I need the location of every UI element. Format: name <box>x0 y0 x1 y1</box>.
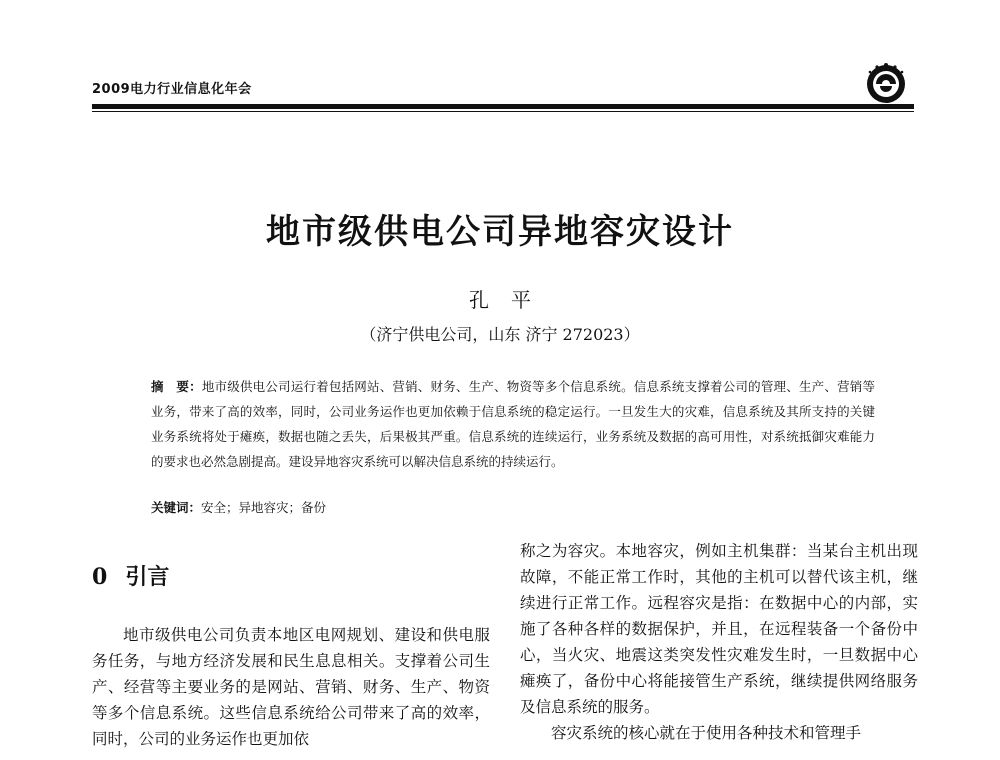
paper-title: 地市级供电公司异地容灾设计 <box>266 212 734 252</box>
conference-logo-icon <box>862 58 910 106</box>
section-number: 0 <box>92 564 108 590</box>
body-paragraph: 容灾系统的核心就在于使用各种技术和管理手 <box>551 724 862 742</box>
body-column-right <box>520 538 918 746</box>
body-paragraph: 地市级供电公司负责本地区电网规划、建设和供电服务任务，与地方经济发展和民生息息相关。支撑着公司生产、经营等主要业务的是网站、营销、财务、生产、物资等多个信息系统。这些信息系统给公司带来了高的效率，同时，公司的业务运作也更加依 <box>92 626 490 748</box>
author-name: 孔平 <box>469 288 553 312</box>
body-paragraph-continued: 称之为容灾。本地容灾，例如主机集群：当某台主机出现故障，不能正常工作时，其他的主机可以替代该主机，继续进行正常工作。远程容灾是指：在数据中心的内部，实施了各种各样的数据保护，并且，在远程装备一个备份中心，当火灾、地震这类突发性灾难发生时，一旦数据中心瘫痪了，备份中心将能接管生产系统，继续提供网络服务及信息系统的服务。 <box>520 542 918 716</box>
keywords-text: 安全；异地容灾；备份 <box>201 500 327 515</box>
abstract <box>151 374 875 474</box>
conference-header: 2009电力行业信息化年会 <box>92 82 252 97</box>
author-affiliation: （济宁供电公司，山东 济宁 272023） <box>360 325 640 344</box>
abstract-label: 摘 要： <box>151 379 202 394</box>
header-rule-thin <box>92 111 914 112</box>
keywords <box>151 498 875 518</box>
section-title: 引言 <box>125 564 170 590</box>
section-heading <box>92 560 169 591</box>
abstract-text: 地市级供电公司运行着包括网站、营销、财务、生产、物资等多个信息系统。信息系统支撑着公司的管理、生产、营销等业务，带来了高的效率，同时，公司业务运作也更加依赖于信息系统的稳定运行。一旦发生大的灾难，信息系统及其所支持的关键业务系统将处于瘫痪，数据也随之丢失，后果极其严重。信息系统的连续运行，业务系统及数据的高可用性，对系统抵御灾难能力的要求也必然急剧提高。建设异地容灾系统可以解决信息系统的持续运行。 <box>151 379 875 469</box>
body-column-left <box>92 622 490 752</box>
header-rule-thick <box>92 104 914 109</box>
keywords-label: 关键词： <box>151 500 202 515</box>
